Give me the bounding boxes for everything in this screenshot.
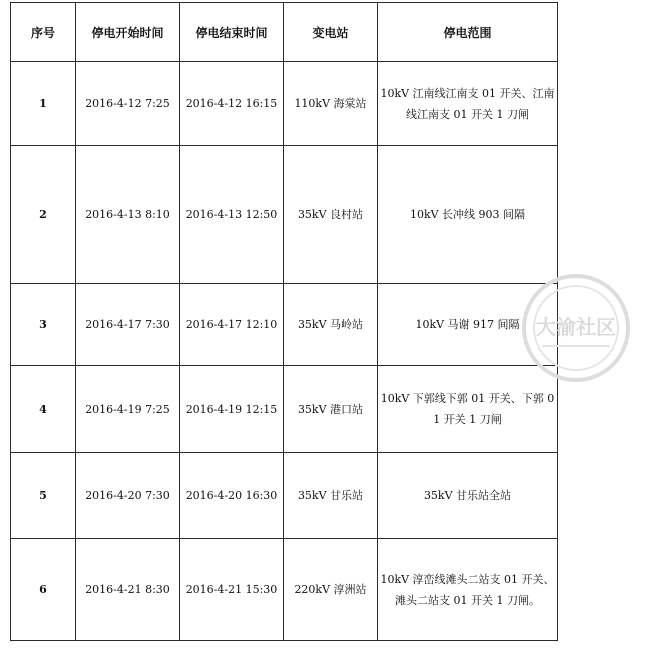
- row-serial-number: 6: [11, 539, 76, 641]
- row-outage-range: 10kV 下郭线下郭 01 开关、下郭 01 开关 1 刀闸: [378, 366, 558, 453]
- row-substation: 35kV 马岭站: [284, 284, 378, 366]
- table-row: [11, 539, 558, 641]
- table-row: [11, 284, 558, 366]
- row-end-time: 2016-4-20 16:30: [180, 453, 284, 539]
- row-start-time: 2016-4-17 7:30: [76, 284, 180, 366]
- row-end-time: 2016-4-21 15:30: [180, 539, 284, 641]
- row-serial-number: 4: [11, 366, 76, 453]
- row-outage-range: 10kV 淳峦线滩头二站支 01 开关、滩头二站支 01 开关 1 刀闸。: [378, 539, 558, 641]
- row-outage-range: 10kV 江南线江南支 01 开关、江南线江南支 01 开关 1 刀闸: [378, 62, 558, 146]
- row-outage-range: 35kV 甘乐站全站: [378, 453, 558, 539]
- row-start-time: 2016-4-21 8:30: [76, 539, 180, 641]
- table-row: [11, 453, 558, 539]
- row-serial-number: 5: [11, 453, 76, 539]
- header-serial-number: 序号: [11, 3, 76, 62]
- row-end-time: 2016-4-19 12:15: [180, 366, 284, 453]
- watermark-text: 大渝社区: [536, 315, 616, 339]
- row-substation: 35kV 港口站: [284, 366, 378, 453]
- row-substation: 220kV 淳洲站: [284, 539, 378, 641]
- row-serial-number: 1: [11, 62, 76, 146]
- row-start-time: 2016-4-20 7:30: [76, 453, 180, 539]
- header-substation: 变电站: [284, 3, 378, 62]
- header-outage-end-time: 停电结束时间: [180, 3, 284, 62]
- table-row: [11, 62, 558, 146]
- table-row: [11, 366, 558, 453]
- row-outage-range: 10kV 马谢 917 间隔: [378, 284, 558, 366]
- row-substation: 35kV 良村站: [284, 146, 378, 284]
- row-start-time: 2016-4-12 7:25: [76, 62, 180, 146]
- power-outage-table: [10, 2, 558, 641]
- row-serial-number: 2: [11, 146, 76, 284]
- row-end-time: 2016-4-17 12:10: [180, 284, 284, 366]
- row-serial-number: 3: [11, 284, 76, 366]
- table-row: [11, 146, 558, 284]
- row-end-time: 2016-4-12 16:15: [180, 62, 284, 146]
- table-header-row: [11, 3, 558, 62]
- row-substation: 35kV 甘乐站: [284, 453, 378, 539]
- header-outage-start-time: 停电开始时间: [76, 3, 180, 62]
- row-start-time: 2016-4-19 7:25: [76, 366, 180, 453]
- row-end-time: 2016-4-13 12:50: [180, 146, 284, 284]
- row-substation: 110kV 海棠站: [284, 62, 378, 146]
- row-outage-range: 10kV 长冲线 903 间隔: [378, 146, 558, 284]
- row-start-time: 2016-4-13 8:10: [76, 146, 180, 284]
- header-outage-range: 停电范围: [378, 3, 558, 62]
